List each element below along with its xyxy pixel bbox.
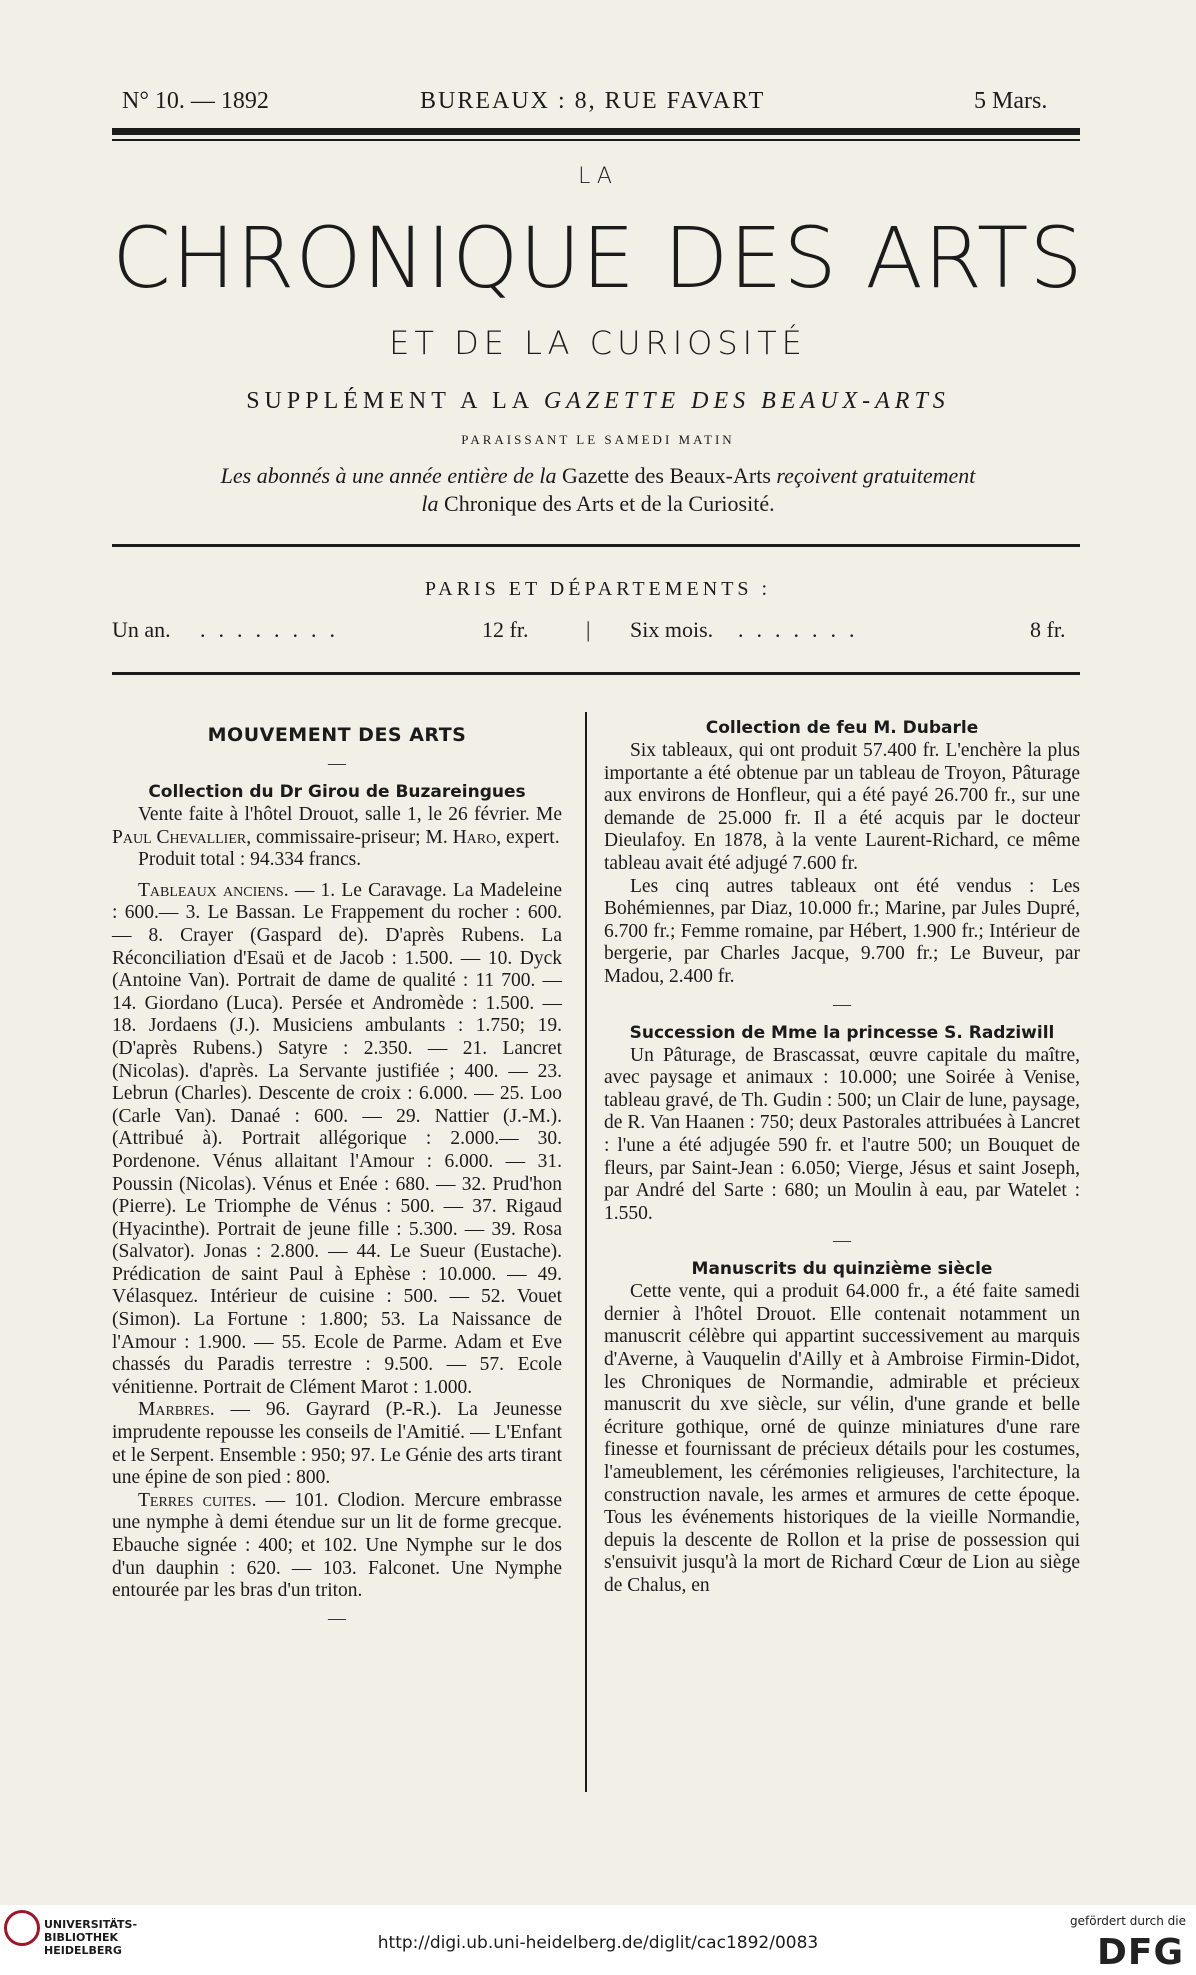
masthead-la: LA	[578, 164, 618, 189]
header-thick-rule	[112, 128, 1080, 135]
masthead-title: CHRONIQUE DES ARTS	[112, 209, 1084, 307]
schedule-line: PARAISSANT LE SAMEDI MATIN	[461, 432, 735, 447]
source-url[interactable]: http://digi.ub.uni-heidelberg.de/diglit/cac1892/0083	[377, 1933, 819, 1953]
column-divider	[585, 712, 587, 1792]
six-month-label: Six mois.	[630, 617, 714, 642]
notice-part: Chronique des Arts et de la Curiosité.	[444, 491, 775, 516]
total-proceeds: Produit total : 94.334 francs.	[138, 849, 362, 871]
supplement-gazette: GAZETTE DES BEAUX-ARTS	[543, 388, 950, 414]
sale-intro-text: , expert.	[496, 826, 560, 848]
expert-name: Haro	[452, 826, 497, 848]
subscriber-notice	[0, 462, 1196, 518]
masthead-subtitle: ET DE LA CURIOSITÉ	[389, 324, 807, 362]
subscription-heading: PARIS ET DÉPARTEMENTS :	[424, 578, 772, 600]
tableaux-label: Tableaux anciens.	[138, 879, 289, 901]
notice-part: Gazette des Beaux-Arts	[561, 463, 771, 488]
radziwill-title: Succession de Mme la princesse S. Radziwill	[629, 1022, 1055, 1043]
manuscrits-title: Manuscrits du quinzième siècle	[691, 1259, 993, 1280]
tableaux-text: — 1. Le Caravage. La Madeleine : 600.— 3. Le Bassan. Le Frappement du rocher : 600. — 8. Crayer (Gaspard de). D'après Rubens. La Réconciliation d'Esaü et de Jacob : 1.500. — 10. Dyck (Antoine Van). Portrait de dame de qualité : 11 700. — 14. Giordano (Luca). Persée et Andromède : 1.500. — 18. Jordaens (J.). Musiciens ambulants : 1.750; 19. (D'après Rubens.) Satyre : 2.350. — 21. Lancret (Nicolas). d'après. La Servante justifiée ; 400. — 23. Lebrun (Charles). Descente de croix : 6.000. — 25. Loo (Carle Van). Danaé : 600. — 29. Nattier (J.-M.). (Attribué à). Portrait allégorique : 2.000.— 30. Pordenone. Vénus allaitant l'Amour : 6.000. — 31. Poussin (Nicolas). Vénus et Enée : 680. — 32. Prud'hon (Pierre). Le Triomphe de Vénus : 500. — 37. Rigaud (Hyacinthe). Portrait de jeune fille : 5.300. — 39. Rosa (Salvator). Jonas : 2.800. — 44. Le Sueur (Eustache). Prédication de saint Paul à Ephèse : 10.000. — 49. Vélasquez. Intérieur de cuisine : 500. — 52. Vouet (Simon). La Fortune : 1.800; 53. La Naissance de l'Amour : 1.900. — 55. Ecole de Parme. Adam et Eve chassés du Paradis terrestre : 9.500. — 57. Ecole vénitienne. Portrait de Clément Marot : 1.000.	[112, 879, 562, 1398]
separator-dash: —	[328, 753, 346, 773]
sale-intro-text: , commissaire-priseur; M.	[246, 826, 448, 848]
notice-part: reçoivent gratuitement	[776, 463, 976, 488]
dubarle-paragraph-2: Les cinq autres tableaux ont été vendus : Les Bohémiennes, par Diaz, 10.000 fr.; Marine, par Jules Dupré, 6.700 fr.; Femme romaine, par Hébert, 1.900 fr.; Intérieur de bergerie, par Charles Jacque, 9.700 fr.; Le Buveur, par Madou, 2.400 fr.	[604, 875, 1080, 987]
office-address: BUREAUX : 8, RUE FAVART	[420, 88, 766, 114]
year-label: Un an.	[112, 617, 171, 642]
section-title: MOUVEMENT DES ARTS	[207, 724, 467, 746]
notice-part: la	[421, 491, 439, 516]
issue-date: 5 Mars.	[974, 88, 1048, 114]
radziwill-paragraph: Un Pâturage, de Brascassat, œuvre capitale du maître, avec paysage et animaux : 10.000; une Soirée à Venise, tableau gravé, de Th. Gudin : 500; un Clair de lune, paysage, de R. Van Haanen : 750; deux Pastorales attribuées à Lancret : l'une a été adjugée 590 fr. et l'autre 500; un Bouquet de fleurs, par Saint-Jean : 6.050; Vierge, Jésus et saint Joseph, par André del Sarte : 680; un Moulin à eau, par Watelet : 1.550.	[604, 1044, 1080, 1224]
separator-dash: —	[328, 1607, 346, 1628]
marbres-text: — 96. Gayrard (P.-R.). La Jeunesse imprudente repousse les conseils de l'Amitié. — L'Enfant et le Serpent. Ensemble : 950; 97. Le Génie des arts tirant une épine de son pied : 800.	[112, 1399, 562, 1489]
separator-dash: —	[833, 1230, 851, 1251]
supplement-line	[0, 388, 1196, 415]
dot-leader: ........	[200, 617, 348, 642]
right-column	[604, 716, 1080, 1598]
manuscrits-paragraph: Cette vente, qui a produit 64.000 fr., a été faite samedi dernier à l'hôtel Drouot. Elle contenait notamment un manuscrit célèbre qui appartint successivement au marquis d'Averne, à Vauquelin d'Ailly et à Ambroise Firmin-Didot, les Chroniques de Normandie, admirable et précieux manuscrit du xve siècle, sur vélin, d'une grande et belle écriture gothique, orné de quinze miniatures d'une rare finesse et fournissant de précieux détails pour les costumes, l'ameublement, les cérémonies religieuses, l'architecture, la construction navale, les armes et armures de cette époque. Tous les événements historiques de la vieille Normandie, depuis la descente de Rollon et la prise de possession qui s'ensuivit jusqu'à la mort de Richard Cœur de Lion au siège de Chalus, en	[604, 1281, 1080, 1596]
collection-title: Collection du Dr Girou de Buzareingues	[148, 782, 526, 802]
library-line: UNIVERSITÄTS-	[44, 1918, 138, 1931]
supplement-prefix: SUPPLÉMENT A LA	[246, 388, 533, 414]
terres-paragraph	[112, 1490, 562, 1603]
library-line: HEIDELBERG	[44, 1944, 122, 1957]
price-separator: |	[586, 617, 591, 642]
dot-leader: .......	[738, 617, 868, 642]
tableaux-paragraph	[112, 880, 562, 1400]
dfg-logo: DFG	[1096, 1932, 1184, 1973]
marbres-paragraph	[112, 1399, 562, 1489]
year-price: 12 fr.	[482, 617, 529, 642]
sale-intro	[112, 804, 562, 849]
six-month-price: 8 fr.	[1030, 617, 1066, 642]
header-thin-rule	[112, 139, 1080, 141]
marbres-label: Marbres.	[138, 1399, 215, 1421]
subscription-rule	[112, 672, 1080, 675]
sale-intro-text: Vente faite à l'hôtel Drouot, salle 1, le 26 février. Me	[138, 804, 562, 825]
funded-by-label: gefördert durch die	[1070, 1914, 1186, 1928]
dubarle-title: Collection de feu M. Dubarle	[705, 718, 979, 738]
notice-part: Les abonnés à une année entière de la	[220, 463, 557, 488]
issue-number: N° 10. — 1892	[122, 88, 269, 114]
masthead-rule	[112, 544, 1080, 547]
terres-text: — 101. Clodion. Mercure embrasse une nymphe à demi étendue sur un lit de forme grecque. Ebauche signée : 400; et 102. Une Nymphe sur le dos d'un dauphin : 620. — 103. Falconet. Une Nymphe entourée par les bras d'un triton.	[112, 1489, 563, 1602]
auctioneer-name: Paul Chevallier	[112, 826, 247, 848]
terres-label: Terres cuites.	[138, 1489, 257, 1511]
library-line: BIBLIOTHEK	[44, 1931, 119, 1944]
left-column	[112, 722, 562, 1635]
dubarle-paragraph-1: Six tableaux, qui ont produit 57.400 fr. L'enchère la plus importante a été obtenue par un tableau de Troyon, Pâturage aux environs de Honfleur, qui a été payé 26.700 fr., sur une demande de 25.000 fr. Il a été acquis par le docteur Dieulafoy. En 1878, à la vente Laurent-Richard, ce même tableau avait été adjugé 7.600 fr.	[604, 740, 1080, 874]
separator-dash: —	[833, 993, 851, 1014]
